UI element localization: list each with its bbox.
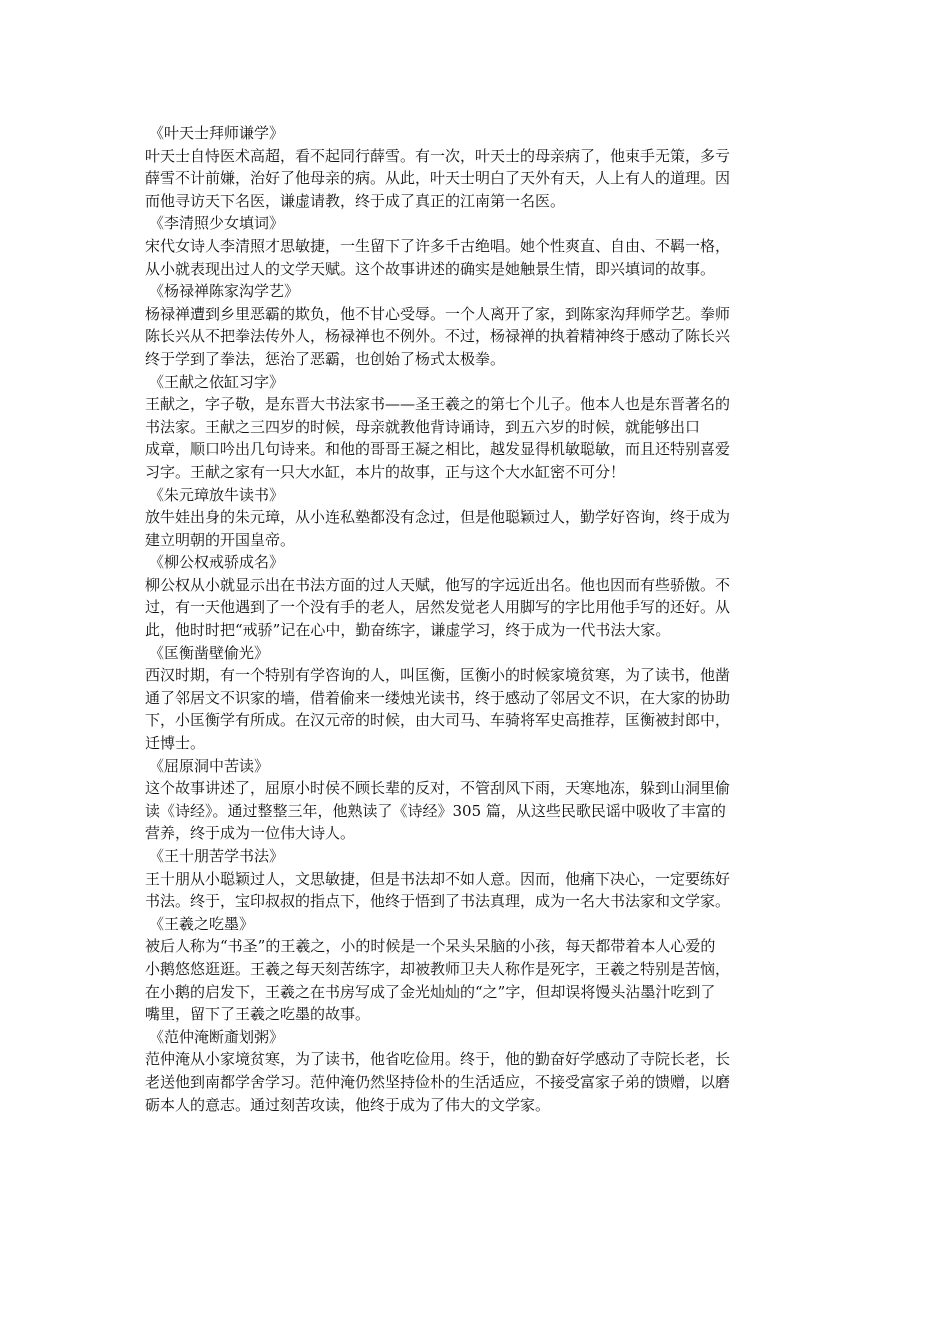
story-body-line: 过，有一天他遇到了一个没有手的老人，居然发觉老人用脚写的字比用他手写的还好。从 — [145, 598, 731, 617]
story-title: 《杨禄禅陈家沟学艺》 — [149, 282, 300, 301]
story-section — [145, 642, 810, 755]
story-body — [145, 235, 810, 280]
story-body-line: 下，小匡衡学有所成。在汉元帝的时候，由大司马、车骑将军史高推荐，匡衡被封郎中， — [145, 711, 731, 730]
story-body — [145, 574, 810, 642]
story-title: 《李清照少女填词》 — [149, 214, 285, 233]
story-body — [145, 777, 810, 845]
story-title: 《范仲淹断齑划粥》 — [149, 1027, 285, 1046]
story-body-line: 建立明朝的开国皇帝。 — [145, 530, 296, 549]
story-section — [145, 371, 810, 484]
story-body-line: 宋代女诗人李清照才思敏捷，一生留下了许多千古绝唱。她个性爽直、自由、不羁一格， — [145, 236, 731, 255]
story-body — [145, 393, 810, 483]
story-body-line: 西汉时期，有一个特别有学咨询的人，叫匡衡，匡衡小的时候家境贫寒，为了读书，他凿 — [145, 666, 731, 685]
story-section — [145, 212, 810, 280]
story-body — [145, 145, 810, 213]
story-section — [145, 845, 810, 913]
story-section — [145, 913, 810, 1026]
story-body — [145, 303, 810, 371]
story-body-line: 从小就表现出过人的文学天赋。这个故事讲述的确实是她触景生情，即兴填词的故事。 — [145, 259, 716, 278]
story-title: 《匡衡凿壁偷光》 — [149, 643, 270, 662]
story-body-line: 习字。王献之家有一只大水缸，本片的故事，正与这个大水缸密不可分！ — [145, 462, 626, 481]
story-body-line: 小鹅悠悠逛逛。王羲之每天刻苦练字，却被教师卫夫人称作是死字，王羲之特别是苦恼， — [145, 959, 731, 978]
story-section — [145, 1026, 810, 1116]
story-title: 《柳公权戒骄成名》 — [149, 553, 285, 572]
story-section — [145, 122, 810, 212]
story-body-line: 杨禄禅遭到乡里恶霸的欺负，他不甘心受辱。一个人离开了家，到陈家沟拜师学艺。拳师 — [145, 304, 731, 323]
story-body-line: 书法。终于，宝印叔叔的指点下，他终于悟到了书法真理，成为一名大书法家和文学家。 — [145, 892, 731, 911]
story-body-line: 此，他时时把“戒骄”记在心中，勤奋练字，谦虚学习，终于成为一代书法大家。 — [145, 621, 671, 640]
story-body-line: 成章，顺口吟出几句诗来。和他的哥哥王凝之相比，越发显得机敏聪敏，而且还特别喜爱 — [145, 440, 731, 459]
story-section — [145, 755, 810, 845]
story-title: 《朱元璋放牛读书》 — [149, 485, 285, 504]
story-body-line: 在小鹅的启发下，王羲之在书房写成了金光灿灿的“之”字，但却误将馒头沾墨汁吃到了 — [145, 982, 716, 1001]
story-body-line: 陈长兴从不把拳法传外人，杨禄禅也不例外。不过，杨禄禅的执着精神终于感动了陈长兴 — [145, 327, 731, 346]
story-body-line: 这个故事讲述了，屈原小时侯不顾长辈的反对，不管刮风下雨，天寒地冻，躲到山洞里偷 — [145, 779, 731, 798]
story-section — [145, 551, 810, 641]
story-body-line: 砺本人的意志。通过刻苦攻读，他终于成为了伟大的文学家。 — [145, 1095, 551, 1114]
story-section — [145, 484, 810, 552]
story-body-line: 王十朋从小聪颖过人，文思敏捷，但是书法却不如人意。因而，他痛下决心，一定要练好 — [145, 869, 731, 888]
story-body-line: 嘴里，留下了王羲之吃墨的故事。 — [145, 1005, 371, 1024]
story-body-line: 被后人称为“书圣”的王羲之，小的时候是一个呆头呆脑的小孩，每天都带着本人心爱的 — [145, 937, 716, 956]
story-body-line: 叶天士自恃医术高超，看不起同行薛雪。有一次，叶天士的母亲病了，他束手无策，多亏 — [145, 146, 731, 165]
story-title: 《叶天士拜师谦学》 — [149, 124, 285, 142]
story-body-line: 王献之，字子敬，是东晋大书法家书——圣王羲之的第七个儿子。他本人也是东晋著名的 — [145, 395, 731, 414]
story-body-line: 读《诗经》。通过整整三年，他熟读了《诗经》305 篇，从这些民歌民谣中吸收了丰富的 — [145, 801, 726, 820]
story-title: 《王献之依缸习字》 — [149, 372, 285, 391]
story-section — [145, 280, 810, 370]
story-body-line: 营养，终于成为一位伟大诗人。 — [145, 824, 356, 843]
story-body — [145, 868, 810, 913]
story-body-line: 通了邻居文不识家的墙，借着偷来一缕烛光读书，终于感动了邻居文不识，在大家的协助 — [145, 688, 731, 707]
story-title: 《王十朋苦学书法》 — [149, 847, 285, 865]
story-title: 《王羲之吃墨》 — [149, 914, 255, 933]
document-page — [145, 122, 810, 1116]
story-body-line: 迁博士。 — [145, 734, 206, 753]
story-body-line: 老送他到南都学舍学习。范仲淹仍然坚持俭朴的生活适应，不接受富家子弟的馈赠，以磨 — [145, 1072, 731, 1091]
story-body-line: 柳公权从小就显示出在书法方面的过人天赋，他写的字远近出名。他也因而有些骄傲。不 — [145, 575, 731, 594]
story-body — [145, 664, 810, 754]
story-body-line: 而他寻访天下名医，谦虚请教，终于成了真正的江南第一名医。 — [145, 191, 566, 210]
story-body-line: 薛雪不计前嫌，治好了他母亲的病。从此，叶天士明白了天外有天，人上有人的道理。因 — [145, 169, 731, 188]
story-body-line: 终于学到了拳法，惩治了恶霸，也创始了杨式太极拳。 — [145, 349, 506, 368]
story-body-line: 放牛娃出身的朱元璋，从小连私塾都没有念过，但是他聪颖过人，勤学好咨询，终于成为 — [145, 508, 731, 527]
story-body-line: 范仲淹从小家境贫寒，为了读书，他省吃俭用。终于，他的勤奋好学感动了寺院长老，长 — [145, 1050, 731, 1069]
story-body — [145, 506, 810, 551]
story-body — [145, 935, 810, 1025]
story-body — [145, 1048, 810, 1116]
story-body-line: 书法家。王献之三四岁的时候，母亲就教他背诗诵诗，到五六岁的时候，就能够出口 — [145, 417, 701, 436]
story-title: 《屈原洞中苦读》 — [149, 756, 270, 775]
